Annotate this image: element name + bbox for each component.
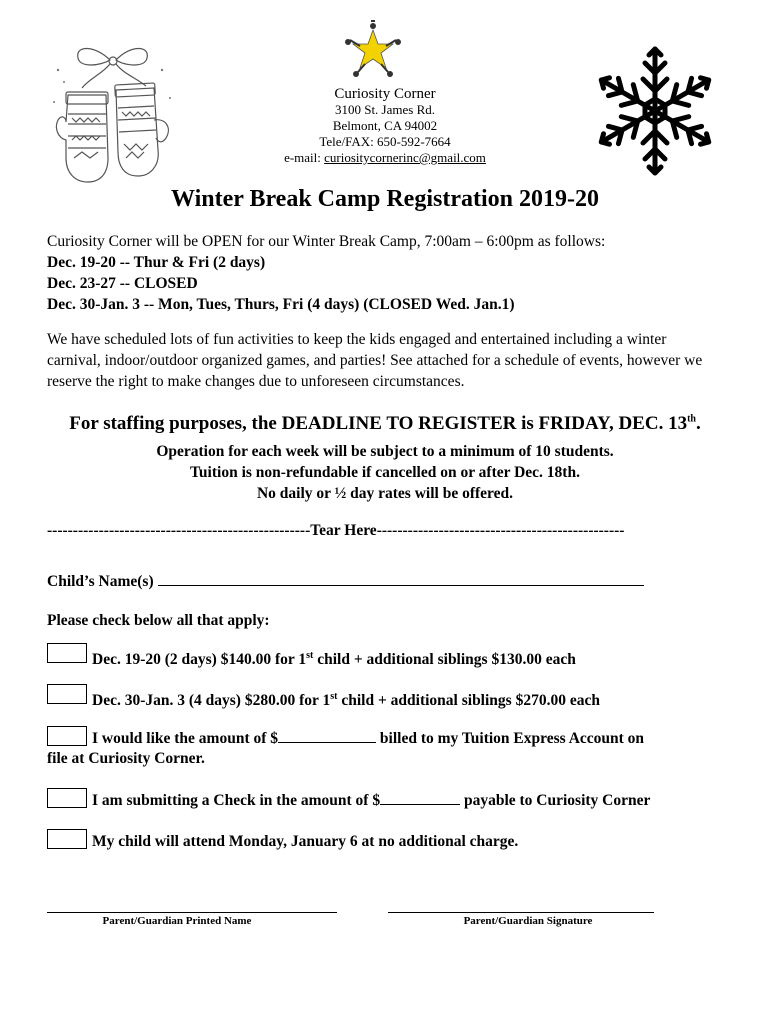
check-amount-field[interactable] [380, 790, 460, 805]
child-name-field[interactable] [158, 571, 644, 586]
child-name-row [47, 571, 644, 591]
tear-label: Tear Here [310, 522, 377, 539]
child-name-label: Child’s Name(s) [47, 573, 154, 590]
schedule-line: Dec. 23-27 -- CLOSED [47, 275, 198, 292]
page-title: Winter Break Camp Registration 2019-20 [171, 186, 599, 212]
deadline-end: . [695, 413, 701, 434]
option-dec30 [47, 684, 747, 708]
intro-text: Curiosity Corner will be OPEN for our Winter Break Camp, 7:00am – 6:00pm as follows: [47, 233, 606, 250]
option-checkbox[interactable] [47, 829, 87, 849]
option-label-cont: file at Curiosity Corner. [47, 750, 205, 767]
option-label: I would like the amount of $ billed to my Tuition Express Account on [92, 730, 645, 747]
option-label: Dec. 19-20 (2 days) $140.00 for 1st child + additional siblings $130.00 each [92, 650, 576, 669]
phone: Tele/FAX: 650-592-7664 [319, 134, 451, 149]
city: Belmont, CA 94002 [332, 118, 438, 133]
option-tuition-express [47, 726, 747, 770]
option-dec19 [47, 643, 747, 667]
option-checkbox[interactable] [47, 788, 87, 808]
option-label: Dec. 30-Jan. 3 (4 days) $280.00 for 1st child + additional siblings $270.00 each [92, 691, 600, 710]
option-checkbox[interactable] [47, 726, 87, 746]
tear-dashes-left: --------------------------------------------------- [47, 522, 311, 539]
check-instructions: Please check below all that apply: [47, 612, 270, 629]
printed-name-label: Parent/Guardian Printed Name [102, 915, 252, 927]
option-label: I am submitting a Check in the amount of $ payable to Curiosity Corner [92, 792, 651, 809]
schedule-line: Dec. 19-20 -- Thur & Fri (2 days) [47, 254, 266, 271]
notes-block [0, 441, 770, 504]
email-line [0, 150, 770, 166]
option-check-payment [47, 788, 747, 812]
address: 3100 St. James Rd. [334, 102, 436, 117]
note-line: No daily or ½ day rates will be offered. [256, 485, 513, 502]
note-line: Operation for each week will be subject to a minimum of 10 students. [156, 443, 614, 460]
email-link[interactable]: curiositycornerinc@gmail.com [324, 150, 486, 165]
deadline-notice [0, 413, 770, 435]
signature-field[interactable] [388, 912, 654, 913]
option-checkbox[interactable] [47, 643, 87, 663]
amount-field[interactable] [278, 728, 376, 743]
printed-name-field[interactable] [47, 912, 337, 913]
option-jan6 [47, 829, 747, 853]
tear-line [47, 522, 727, 540]
deadline-sup: th [687, 413, 696, 425]
option-checkbox[interactable] [47, 684, 87, 704]
email-label: e-mail: [284, 150, 325, 165]
deadline-text: For staffing purposes, the DEADLINE TO REGISTER is FRIDAY, DEC. 13 [69, 413, 688, 434]
schedule-line: Dec. 30-Jan. 3 -- Mon, Tues, Thurs, Fri (4 days) (CLOSED Wed. Jan.1) [47, 296, 515, 313]
activities-text: We have scheduled lots of fun activities to keep the kids engaged and entertained including a winter carnival, indoor/outdoor organized games, and parties! See attached for a schedule of events, however we reserve the right to make changes due to unforeseen circumstances. [47, 331, 703, 390]
note-line: Tuition is non-refundable if cancelled on or after Dec. 18th. [190, 464, 580, 481]
signature-label: Parent/Guardian Signature [463, 915, 593, 927]
tear-dashes-right: ------------------------------------------------ [376, 522, 625, 539]
star-kids-logo-icon [338, 20, 408, 82]
contact-block [0, 86, 770, 166]
org-name: Curiosity Corner [334, 86, 436, 102]
option-label: My child will attend Monday, January 6 at no additional charge. [92, 833, 519, 850]
